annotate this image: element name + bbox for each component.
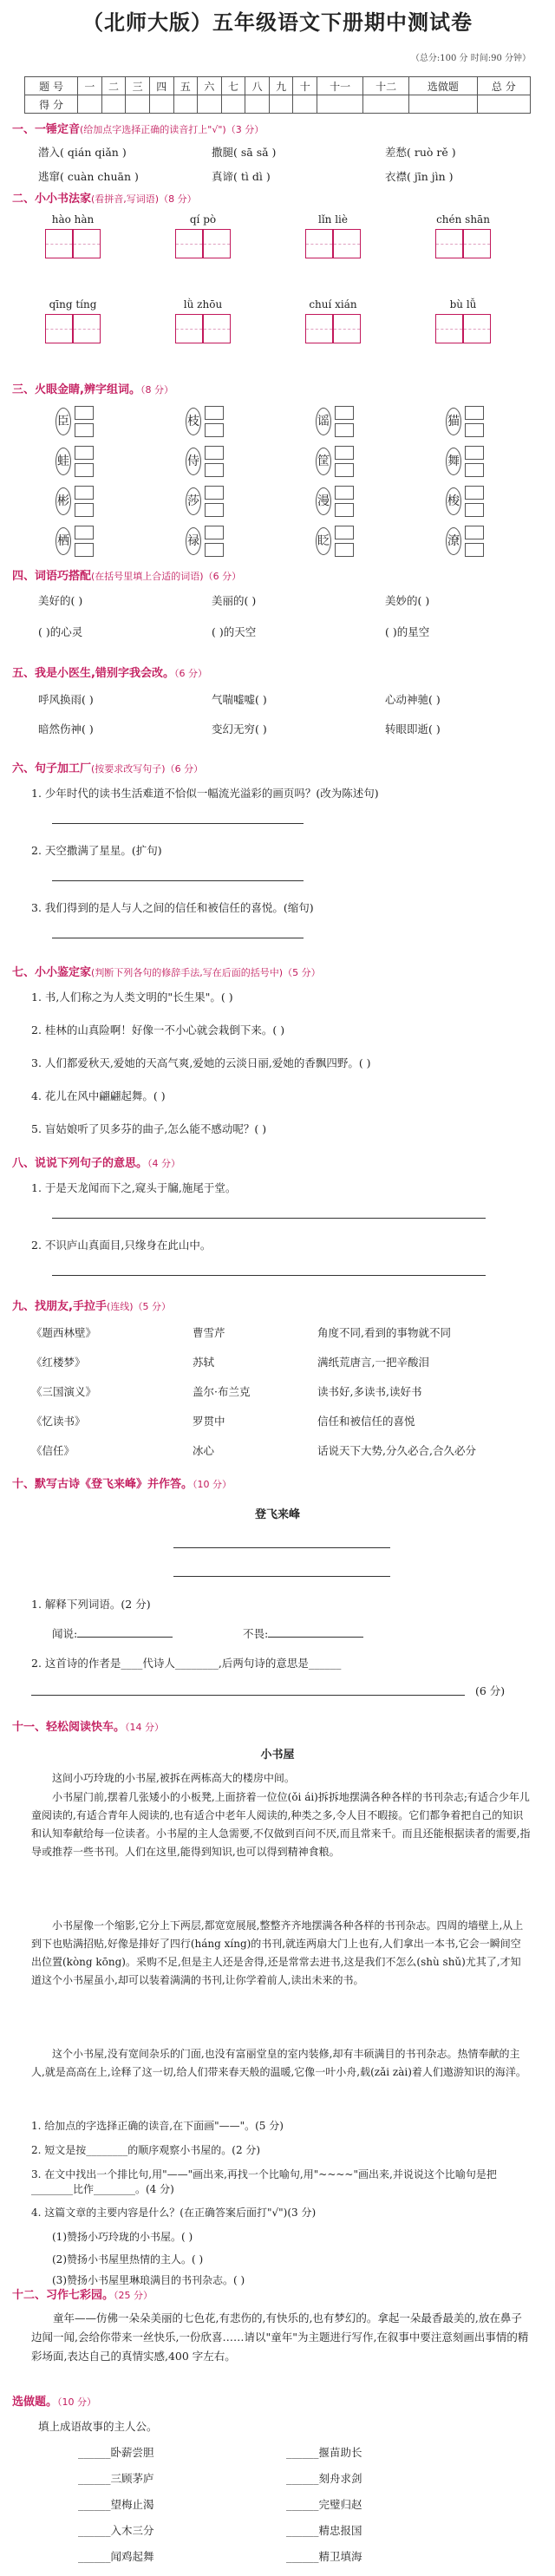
char-group (316, 404, 350, 439)
section-6-heading (12, 759, 203, 775)
pronunciation-item (38, 168, 139, 184)
word: 真谛 (212, 170, 234, 183)
section-11-heading (12, 1717, 164, 1734)
typo-item[interactable]: 转眼即逝( ) (385, 722, 441, 736)
word-blank[interactable] (205, 486, 224, 500)
writing-box[interactable] (45, 314, 73, 343)
section-title: 一、一锤定音 (12, 123, 81, 136)
pinyin-label: bù lǚ (449, 298, 477, 311)
word-blank[interactable] (465, 406, 484, 420)
idiom-item[interactable]: ______完璧归赵 (286, 2498, 362, 2511)
section-title: 四、词语巧搭配 (12, 570, 92, 583)
char-group (446, 484, 480, 519)
reading-question: 3. 在文中找出一个排比句,用"——"画出来,再找一个比喻句,用"~~~~"画出来,并说说这个比喻句是把________比作________。(4 分) (31, 2168, 497, 2195)
score-cell[interactable] (173, 95, 198, 114)
word-blank[interactable] (205, 526, 224, 539)
reading-question[interactable]: (1)赞扬小巧玲珑的小书屋。( ) (52, 2231, 193, 2243)
score-value-row (25, 95, 531, 114)
score-header-cell: 十二 (363, 77, 409, 95)
reading-question: 1. 给加点的字选择正确的读音,在下面画"——"。(5 分) (31, 2120, 284, 2132)
word-blank[interactable] (335, 423, 354, 437)
word-blank[interactable] (335, 463, 354, 477)
section-note: (给加点字选择正确的读音打上"√")（3 分） (80, 124, 264, 135)
q1a-blank[interactable] (77, 1637, 173, 1638)
score-table (24, 76, 531, 114)
reading-options[interactable]: ( tì dì ) (233, 170, 271, 183)
author[interactable]: 曹雪芹 (193, 1326, 225, 1339)
word-blank[interactable] (335, 406, 354, 420)
book-title[interactable]: 《红楼梦》 (31, 1356, 86, 1369)
book-title[interactable]: 《忆读书》 (31, 1415, 86, 1428)
author[interactable]: 盖尔·布兰克 (193, 1385, 251, 1398)
score-cell[interactable] (198, 95, 222, 114)
quote[interactable]: 话说天下大势,分久必合,合久必分 (317, 1444, 476, 1457)
word: 逃窜 (38, 170, 61, 183)
score-header-cell: 八 (245, 77, 270, 95)
section-10-heading (12, 1474, 232, 1491)
pinyin-label: lǜ zhōu (183, 298, 223, 311)
char-group (446, 404, 480, 439)
pronunciation-item (212, 168, 271, 184)
section-note: （6 分） (173, 668, 207, 679)
s10-q1b (243, 1625, 363, 1641)
score-cell[interactable] (317, 95, 363, 114)
section-8-heading (12, 1154, 180, 1170)
author[interactable]: 冰心 (193, 1444, 215, 1457)
score-header-cell: 题 号 (25, 77, 78, 95)
idiom-item[interactable]: ______精忠报国 (286, 2524, 362, 2537)
char: 猫 (446, 408, 461, 435)
pinyin-label: chén shān (436, 213, 490, 226)
s10-q2-score: (6 分) (475, 1684, 506, 1697)
collocation-item[interactable]: ( )的心灵 (38, 625, 83, 638)
score-cell[interactable] (101, 95, 126, 114)
word: 差愁 (385, 146, 408, 159)
idiom-item[interactable]: ______卧薪尝胆 (78, 2446, 154, 2459)
word-blank[interactable] (75, 486, 94, 500)
reading-question: 4. 这篇文章的主要内容是什么？(在正确答案后面打"√")(3 分) (31, 2207, 317, 2219)
pronunciation-item (212, 144, 276, 160)
char: 漫 (316, 487, 331, 515)
char-group (316, 524, 350, 559)
section-3-heading (12, 380, 173, 396)
score-header-row (25, 77, 531, 95)
reading-options[interactable]: ( sā sǎ ) (233, 146, 277, 159)
s10-q1: 1. 解释下列词语。(2 分) (31, 1598, 151, 1611)
score-header-cell: 五 (173, 77, 198, 95)
score-cell[interactable] (269, 95, 293, 114)
writing-box[interactable] (73, 314, 101, 343)
word-blank[interactable] (465, 423, 484, 437)
section-note: (连线)（5 分） (106, 1301, 172, 1312)
reading-options[interactable]: ( jīn jìn ) (407, 170, 454, 183)
writing-box[interactable] (73, 229, 101, 258)
writing-box[interactable] (203, 229, 231, 258)
idiom-item[interactable]: ______闻鸡起舞 (78, 2550, 154, 2563)
pinyin-label: lǐn liè (318, 213, 348, 226)
section-12-heading (12, 2285, 153, 2302)
score-header-cell: 七 (221, 77, 245, 95)
section-title: 六、句子加工厂 (12, 762, 92, 775)
poem-blank-1[interactable] (173, 1535, 390, 1548)
page-title: （北师大版）五年级语文下册期中测试卷 (82, 10, 473, 35)
reading-options[interactable]: ( ruò rě ) (407, 146, 456, 159)
section-title: 八、说说下列句子的意思。 (12, 1157, 148, 1170)
typo-item[interactable]: 呼风换雨( ) (38, 693, 94, 706)
word-blank[interactable] (205, 446, 224, 460)
section-2-heading (12, 189, 197, 206)
quote[interactable]: 角度不同,看到的事物就不同 (317, 1326, 451, 1339)
writing-box[interactable] (333, 229, 361, 258)
idiom-item[interactable]: ______刻舟求剑 (286, 2472, 362, 2485)
book-title[interactable]: 《题西林壁》 (31, 1326, 97, 1339)
typo-item[interactable]: 暗然伤神( ) (38, 722, 94, 736)
rewrite-question: 3. 我们得到的是人与人之间的信任和被信任的喜悦。(缩句) (31, 901, 314, 914)
writing-box[interactable] (45, 229, 73, 258)
score-cell[interactable] (126, 95, 150, 114)
score-header-cell: 选做题 (409, 77, 478, 95)
char: 眨 (316, 527, 331, 555)
score-header-cell: 三 (126, 77, 150, 95)
score-cell[interactable] (409, 95, 478, 114)
writing-box[interactable] (175, 314, 203, 343)
char-group (446, 444, 480, 479)
pinyin-label: qí pò (189, 213, 217, 226)
char-group (186, 524, 220, 559)
reading-question: 2. 短文是按________的顺序观察小书屋的。(2 分) (31, 2144, 261, 2156)
section-note: (看拼音,写词语)（8 分） (91, 193, 197, 205)
answer-line[interactable] (52, 1206, 486, 1219)
writing-box[interactable] (435, 229, 463, 258)
score-cell[interactable] (477, 95, 530, 114)
section-1-heading (12, 120, 264, 136)
writing-box[interactable] (203, 314, 231, 343)
meaning-question: 2. 不识庐山真面目,只缘身在此山中。 (31, 1239, 212, 1252)
pronunciation-item (385, 144, 456, 160)
word-blank[interactable] (205, 543, 224, 557)
char-group (316, 484, 350, 519)
typo-item[interactable]: 心动神驰( ) (385, 693, 441, 706)
char-group (56, 444, 90, 479)
char-group (56, 484, 90, 519)
rhetoric-item[interactable]: 5. 盲姑娘听了贝多芬的曲子,怎么能不感动呢？( ) (31, 1122, 267, 1135)
writing-box[interactable] (175, 229, 203, 258)
section-title: 二、小小书法家 (12, 193, 92, 206)
word: 潜入 (38, 146, 61, 159)
q1b-blank[interactable] (268, 1637, 363, 1638)
section-9-heading (12, 1297, 171, 1313)
char: 禄 (186, 527, 201, 555)
char: 蛙 (56, 448, 71, 475)
optional-heading (12, 2392, 96, 2409)
score-cell[interactable] (78, 95, 102, 114)
score-header-cell: 九 (269, 77, 293, 95)
rhetoric-item[interactable]: 2. 桂林的山真险啊！好像一不小心就会栽倒下来。( ) (31, 1023, 285, 1036)
passage-paragraph: 这间小巧玲珑的小书屋,被拆在两栋高大的楼房中间。 (52, 1772, 295, 1784)
s10-q2: 2. 这首诗的作者是____代诗人________,后两句诗的意思是______ (31, 1657, 342, 1670)
idiom-item[interactable]: ______望梅止渴 (78, 2498, 154, 2511)
section-5-heading (12, 664, 207, 680)
section-title: 十一、轻松阅读快车。 (12, 1721, 126, 1734)
section-title: 三、火眼金睛,辨字组词。 (12, 383, 140, 396)
section-title: 五、我是小医生,错别字我会改。 (12, 667, 174, 680)
section-title: 选做题。 (12, 2396, 58, 2409)
char-group (186, 444, 220, 479)
char-group (186, 404, 220, 439)
meaning-question: 1. 于是天龙闻而下之,窥头于牖,施尾于堂。 (31, 1181, 237, 1194)
section-note: （10 分） (57, 2396, 97, 2408)
collocation-item[interactable]: 美好的( ) (38, 594, 83, 607)
exam-meta: （总分:100 分 时间:90 分钟） (410, 54, 531, 63)
rewrite-question: 2. 天空撒满了星星。(扩句) (31, 844, 162, 857)
score-header-cell: 一 (78, 77, 102, 95)
section-title: 十、默写古诗《登飞来峰》并作答。 (12, 1478, 193, 1491)
word: 衣襟 (385, 170, 408, 183)
word-blank[interactable] (465, 526, 484, 539)
char: 筐 (316, 448, 331, 475)
author[interactable]: 罗贯中 (193, 1415, 225, 1428)
char-group (446, 524, 480, 559)
idiom-item[interactable]: ______精卫填海 (286, 2550, 362, 2563)
section-note: （10 分） (193, 1479, 232, 1490)
reading-options[interactable]: ( qián qiǎn ) (60, 146, 127, 159)
passage-paragraph: 小书屋像一个缩影,它分上下两层,都宽宽展展,整整齐齐地摆满各种各样的书刊杂志。四周的墙壁上,从上到下也贴满招贴,好像是排好了四行(háng xíng)的书刊,就连两扇大门上也有,人们拿出一本书,它会一瞬间空出位置(kòng kōng)。采购不足,但是主人还是舍得,还是常常去进书,这是我们不怎么(shù shǔ)尤其了,才知道这个小书屋虽小,却可以装着满满的书刊,让你学着前人,读出未来的书。 (31, 1919, 524, 1986)
word: 撒腿 (212, 146, 234, 159)
word-blank[interactable] (465, 543, 484, 557)
score-cell[interactable] (363, 95, 409, 114)
s10-q2-answer-line[interactable] (31, 1683, 465, 1696)
word-blank[interactable] (205, 463, 224, 477)
char-group (56, 524, 90, 559)
passage-paragraph: 这个小书屋,没有宽间杂乐的门面,也没有富丽堂皇的室内装修,却有丰硕满目的书刊杂志。热情奉献的主人,就是高高在上,诠释了这一切,给人们带来春天般的温暖,它像一叶小舟,载(zǎi zài)着人们遨游知识的海洋。 (31, 2048, 526, 2078)
char: 谣 (316, 408, 331, 435)
answer-line[interactable] (52, 1263, 486, 1276)
char: 梭 (446, 487, 461, 515)
section-note: （14 分） (125, 1722, 165, 1733)
writing-box[interactable] (305, 314, 333, 343)
answer-line[interactable] (52, 868, 304, 881)
score-cell[interactable] (293, 95, 317, 114)
char: 舞 (446, 448, 461, 475)
score-cell[interactable] (245, 95, 270, 114)
rhetoric-item[interactable]: 1. 书,人们称之为人类文明的"长生果"。( ) (31, 991, 233, 1004)
char: 栖 (56, 527, 71, 555)
word-blank[interactable] (465, 503, 484, 517)
typo-item[interactable]: 气喘嘘嘘( ) (212, 693, 267, 706)
writing-box[interactable] (463, 229, 491, 258)
section-7-heading (12, 963, 321, 979)
score-header-cell: 十 (293, 77, 317, 95)
quote[interactable]: 信任和被信任的喜悦 (317, 1415, 415, 1428)
word-blank[interactable] (205, 423, 224, 437)
word-blank[interactable] (75, 423, 94, 437)
book-title[interactable]: 《信任》 (31, 1444, 75, 1457)
word-blank[interactable] (335, 503, 354, 517)
writing-box[interactable] (463, 314, 491, 343)
answer-line[interactable] (52, 811, 304, 824)
word-blank[interactable] (75, 526, 94, 539)
word-blank[interactable] (465, 463, 484, 477)
idiom-item[interactable]: ______入木三分 (78, 2524, 154, 2537)
writing-box[interactable] (435, 314, 463, 343)
poem-blank-2[interactable] (173, 1564, 390, 1577)
word-blank[interactable] (335, 543, 354, 557)
char: 臣 (56, 408, 71, 435)
word-blank[interactable] (75, 543, 94, 557)
score-row-label: 得 分 (25, 95, 78, 114)
passage-paragraph: 小书屋门前,摆着几张矮小的小板凳,上面挤着一位位(ǒi ái)拆拆地摆满各种各样的书刊杂志;有适合少年儿童阅读的,有适合青年人阅读的,也有适合中老年人阅读的,种类之多,令人目不暇接。它们都争着把自己的知识和认知奉献给每一位读者。小书屋的主人急需要,不仅做到百问不厌,而且常来千。而且还能根据读者的需要,指导或推荐一些书刊。人们在这里,能得到知识,也可以得到精神食粮。 (31, 1791, 531, 1858)
answer-line[interactable] (52, 925, 304, 938)
section-note: （25 分） (114, 2290, 153, 2301)
score-cell[interactable] (149, 95, 173, 114)
word-blank[interactable] (75, 463, 94, 477)
book-title[interactable]: 《三国演义》 (31, 1385, 97, 1398)
word-blank[interactable] (75, 406, 94, 420)
idiom-item[interactable]: ______揠苗助长 (286, 2446, 362, 2459)
char-group (56, 404, 90, 439)
word-blank[interactable] (335, 526, 354, 539)
author[interactable]: 苏轼 (193, 1356, 215, 1369)
char: 潦 (446, 527, 461, 555)
char: 侍 (186, 448, 201, 475)
char-group (186, 484, 220, 519)
score-header-cell: 六 (198, 77, 222, 95)
quote[interactable]: 满纸荒唐言,一把辛酸泪 (317, 1356, 429, 1369)
char: 枝 (186, 408, 201, 435)
q1a-label: 闻说: (52, 1627, 78, 1640)
section-4-heading (12, 566, 241, 583)
poem-title: 登飞来峰 (254, 1508, 300, 1521)
section-note: (在括号里填上合适的词语)（6 分） (91, 571, 242, 582)
section-note: (判断下列各句的修辞手法,写在后面的括号中)（5 分） (91, 967, 321, 978)
collocation-item[interactable]: 美丽的( ) (212, 594, 257, 607)
collocation-item[interactable]: 美妙的( ) (385, 594, 430, 607)
pronunciation-item (385, 168, 454, 184)
pinyin-label: chuí xián (309, 298, 357, 311)
score-header-cell: 二 (101, 77, 126, 95)
score-cell[interactable] (221, 95, 245, 114)
score-header-cell: 四 (149, 77, 173, 95)
writing-box[interactable] (305, 229, 333, 258)
section-note: （4 分） (147, 1158, 181, 1169)
idiom-item[interactable]: ______三顾茅庐 (78, 2472, 154, 2485)
word-blank[interactable] (465, 446, 484, 460)
word-blank[interactable] (75, 503, 94, 517)
section-note: （8 分） (140, 384, 173, 396)
reading-question[interactable]: (3)赞扬小书屋里琳琅满目的书刊杂志。( ) (52, 2274, 245, 2286)
passage-title: 小书屋 (260, 1749, 295, 1762)
typo-item[interactable]: 变幻无穷( ) (212, 722, 267, 736)
score-header-cell: 十一 (317, 77, 363, 95)
optional-intro: 填上成语故事的主人公。 (38, 2420, 158, 2433)
section-note: (按要求改写句子)（6 分） (91, 763, 204, 775)
reading-question[interactable]: (2)赞扬小书屋里热情的主人。( ) (52, 2253, 204, 2265)
collocation-item[interactable]: ( )的星空 (385, 625, 430, 638)
reading-options[interactable]: ( cuàn chuān ) (60, 170, 139, 183)
word-blank[interactable] (335, 486, 354, 500)
collocation-item[interactable]: ( )的天空 (212, 625, 257, 638)
char-group (316, 444, 350, 479)
char: 彬 (56, 487, 71, 515)
rhetoric-item[interactable]: 4. 花儿在风中翩翩起舞。( ) (31, 1089, 166, 1102)
section-title: 十二、习作七彩园。 (12, 2289, 114, 2302)
pinyin-label: hào hàn (51, 213, 95, 226)
rewrite-question: 1. 少年时代的读书生活难道不恰似一幅流光溢彩的画页吗？(改为陈述句) (31, 787, 379, 800)
section-title: 七、小小鉴定家 (12, 966, 92, 979)
writing-prompt: 童年——仿佛一朵朵美丽的七色花,有悲伤的,有快乐的,也有梦幻的。拿起一朵最香最美的,放在鼻子边闻一闻,会给你带来一丝快乐,一份欣喜……请以"童年"为主题进行写作,在叙事中要注意刻画出事情的精彩场面,表达自己的真情实感,400 字左右。 (31, 2311, 529, 2363)
word-blank[interactable] (335, 446, 354, 460)
char: 莎 (186, 487, 201, 515)
q1b-label: 不畏: (243, 1627, 269, 1640)
score-header-cell: 总 分 (477, 77, 530, 95)
pronunciation-item (38, 144, 127, 160)
quote[interactable]: 读书好,多读书,读好书 (317, 1385, 422, 1398)
rhetoric-item[interactable]: 3. 人们都爱秋天,爱她的天高气爽,爱她的云淡日丽,爱她的香飘四野。( ) (31, 1056, 371, 1069)
word-blank[interactable] (205, 503, 224, 517)
writing-box[interactable] (333, 314, 361, 343)
s10-q1a (52, 1625, 173, 1641)
word-blank[interactable] (75, 446, 94, 460)
word-blank[interactable] (465, 486, 484, 500)
word-blank[interactable] (205, 406, 224, 420)
section-title: 九、找朋友,手拉手 (12, 1300, 107, 1313)
pinyin-label: qīng tíng (49, 298, 97, 311)
